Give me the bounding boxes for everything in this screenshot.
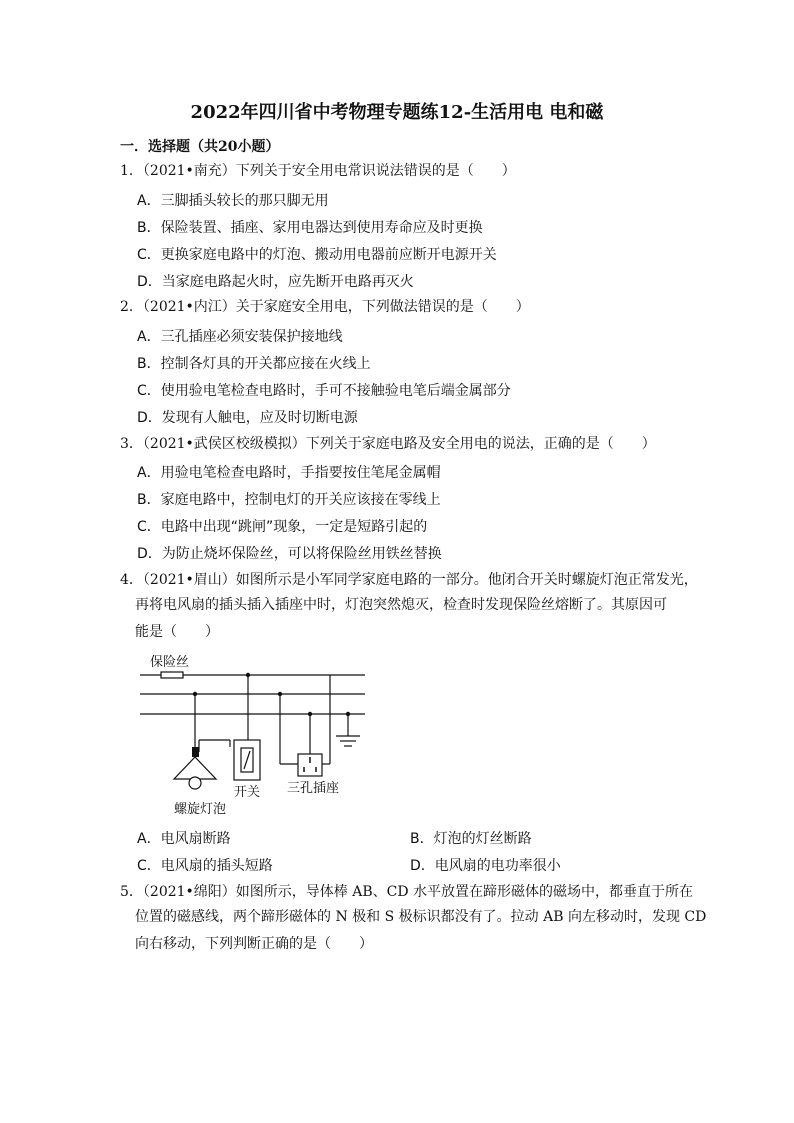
fuse-label: 保险丝 xyxy=(150,655,190,670)
question-5-stem-line-2: 位置的磁感线，两个蹄形磁体的 N 极和 S 极标识都没有了。拉动 AB 向左移动时，发现 CD xyxy=(135,909,707,925)
question-2-option-c: C．使用验电笔检查电路时，手可不接触验电笔后端金属部分 xyxy=(137,383,511,399)
question-4-stem-line-3: 能是（ ） xyxy=(135,624,219,640)
household-circuit-diagram xyxy=(140,652,380,822)
question-3-option-b: B．家庭电路中，控制电灯的开关应该接在零线上 xyxy=(137,492,441,508)
question-1-option-c: C．更换家庭电路中的灯泡、搬动用电器前应断开电源开关 xyxy=(137,247,497,263)
question-2-option-d: D．发现有人触电，应及时切断电源 xyxy=(137,410,358,426)
question-5-stem: 5．（2021•绵阳）如图所示，导体棒 AB、CD 水平放置在蹄形磁体的磁场中，都垂直于所在 xyxy=(120,884,694,900)
question-3-option-a: A．用验电笔检查电路时，手指要按住笔尾金属帽 xyxy=(137,465,441,481)
page-title: 2022年四川省中考物理专题练12-生活用电 电和磁 xyxy=(190,102,604,123)
question-3-option-d: D．为防止烧坏保险丝，可以将保险丝用铁丝替换 xyxy=(137,546,442,562)
question-4-option-a: A．电风扇断路 xyxy=(137,831,231,847)
question-2-stem: 2．（2021•内江）关于家庭安全用电，下列做法错误的是（ ） xyxy=(120,299,530,315)
bulb-label: 螺旋灯泡 xyxy=(174,802,227,817)
bulb-socket xyxy=(192,747,199,757)
fuse-symbol xyxy=(161,672,183,678)
question-1-option-a: A．三脚插头较长的那只脚无用 xyxy=(137,193,329,209)
lamp-shade xyxy=(174,757,216,779)
section-heading: 一．选择题（共20小题） xyxy=(120,139,280,155)
question-2-option-a: A．三孔插座必须安装保护接地线 xyxy=(137,329,343,345)
question-1-option-b: B．保险装置、插座、家用电器达到使用寿命应及时更换 xyxy=(137,220,483,236)
question-5-stem-line-3: 向右移动，下列判断正确的是（ ） xyxy=(135,936,373,952)
question-1-option-d: D．当家庭电路起火时，应先断开电路再灭火 xyxy=(137,274,414,290)
question-4-stem: 4．（2021•眉山）如图所示是小军同学家庭电路的一部分。他闭合开关时螺旋灯泡正常发光， xyxy=(120,572,698,588)
question-2-option-b: B．控制各灯具的开关都应接在火线上 xyxy=(137,356,371,372)
question-4-stem-line-2: 再将电风扇的插头插入插座中时，灯泡突然熄灭，检查时发现保险丝熔断了。其原因可 xyxy=(135,597,667,613)
bulb-icon xyxy=(189,777,201,789)
switch-label: 开关 xyxy=(234,785,261,800)
question-4-option-b: B．灯泡的灯丝断路 xyxy=(410,831,532,847)
socket-label: 三孔插座 xyxy=(287,781,340,796)
question-3-option-c: C．电路中出现“跳闸”现象，一定是短路引起的 xyxy=(137,519,428,535)
question-4-option-d: D．电风扇的电功率很小 xyxy=(410,858,561,874)
question-3-stem: 3．（2021•武侯区校级模拟）下列关于家庭电路及安全用电的说法，正确的是（ ） xyxy=(120,436,656,452)
question-1-stem: 1．（2021•南充）下列关于安全用电常识说法错误的是（ ） xyxy=(120,163,516,179)
question-4-option-c: C．电风扇的插头短路 xyxy=(137,858,273,874)
